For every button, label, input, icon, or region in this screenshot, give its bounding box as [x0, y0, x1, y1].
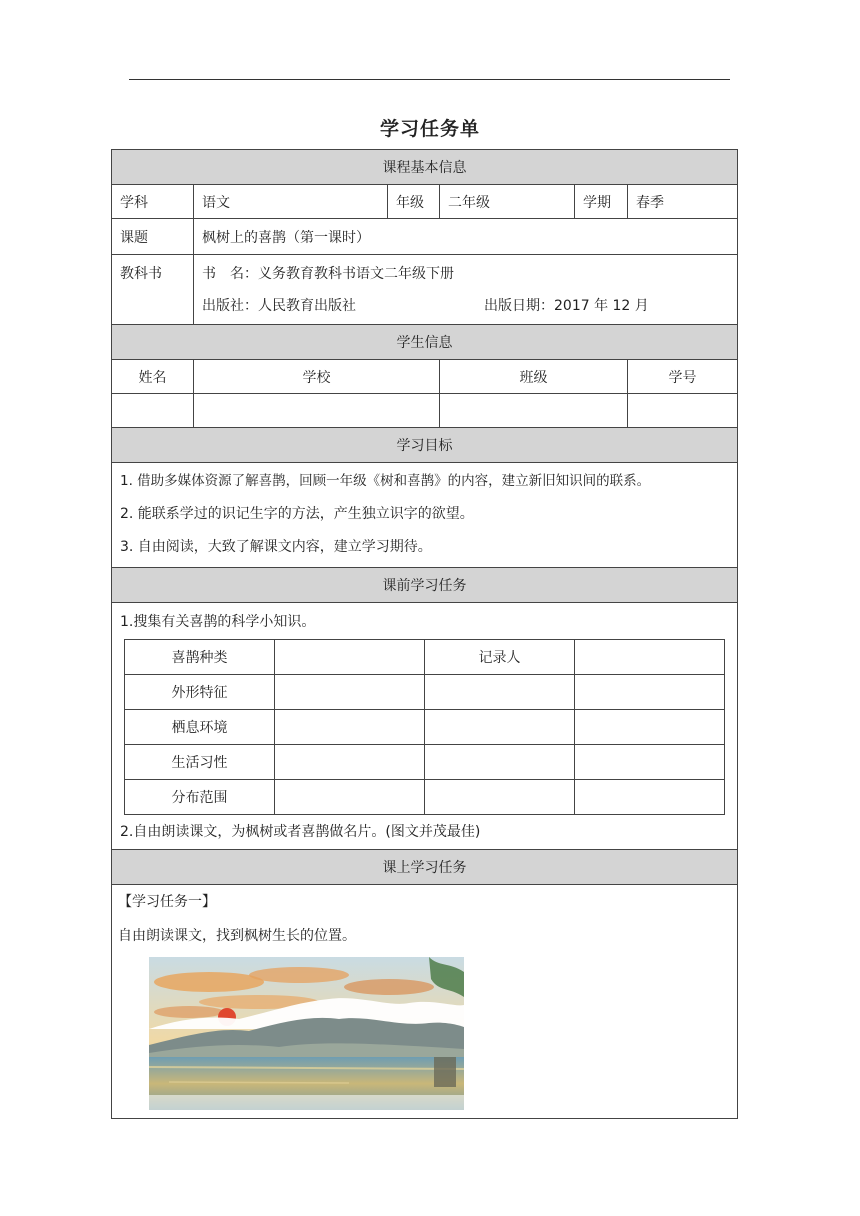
objective-item: 1. 借助多媒体资源了解喜鹊，回顾一年级《树和喜鹊》的内容，建立新旧知识间的联系。 — [120, 473, 651, 489]
student-class-header: 班级 — [440, 360, 628, 394]
recorder-label: 记录人 — [425, 640, 575, 675]
maple-landscape-illustration — [149, 957, 464, 1110]
section-objectives: 学习目标 — [112, 428, 738, 463]
facts-cell[interactable] — [275, 675, 425, 710]
in-class-tasks — [112, 885, 738, 1119]
topic-value: 枫树上的喜鹊（第一课时） — [194, 219, 738, 255]
facts-cell[interactable] — [575, 745, 725, 780]
objective-item: 2. 能联系学过的识记生字的方法，产生独立识字的欲望。 — [120, 506, 474, 522]
page-title: 学习任务单 — [379, 118, 480, 140]
task-one-heading: 【学习任务一】 — [118, 894, 216, 910]
facts-cell[interactable] — [425, 780, 575, 815]
row-label-appearance: 外形特征 — [125, 675, 275, 710]
objective-item: 3. 自由阅读，大致了解课文内容，建立学习期待。 — [120, 539, 432, 555]
section-pre-class: 课前学习任务 — [112, 568, 738, 603]
section-course-info: 课程基本信息 — [112, 150, 738, 185]
section-in-class: 课上学习任务 — [112, 850, 738, 885]
student-name-header: 姓名 — [112, 360, 194, 394]
term-label: 学期 — [575, 185, 628, 219]
row-label-distribution: 分布范围 — [125, 780, 275, 815]
facts-cell[interactable] — [275, 640, 425, 675]
subject-value: 语文 — [194, 185, 388, 219]
grade-value: 二年级 — [440, 185, 575, 219]
task-sheet-table — [111, 149, 738, 1119]
facts-cell[interactable] — [425, 675, 575, 710]
facts-cell[interactable] — [575, 780, 725, 815]
student-id-field[interactable] — [628, 394, 738, 428]
facts-cell[interactable] — [575, 710, 725, 745]
student-id-header: 学号 — [628, 360, 738, 394]
magpie-facts-table — [124, 639, 725, 815]
facts-cell[interactable] — [425, 710, 575, 745]
student-class-field[interactable] — [440, 394, 628, 428]
topic-label: 课题 — [112, 219, 194, 255]
student-school-field[interactable] — [194, 394, 440, 428]
row-label-species: 喜鹊种类 — [125, 640, 275, 675]
row-label-habitat: 栖息环境 — [125, 710, 275, 745]
facts-cell[interactable] — [575, 675, 725, 710]
facts-cell[interactable] — [275, 710, 425, 745]
pre-task-item-1: 1.搜集有关喜鹊的科学小知识。 — [120, 614, 316, 630]
textbook-label: 教科书 — [112, 255, 194, 325]
facts-cell[interactable] — [425, 745, 575, 780]
publisher: 出版社：人民教育出版社 — [202, 298, 356, 314]
section-student-info: 学生信息 — [112, 325, 738, 360]
facts-cell[interactable] — [275, 780, 425, 815]
pre-task-item-2: 2.自由朗读课文，为枫树或者喜鹊做名片。(图文并茂最佳) — [120, 824, 481, 840]
row-label-habits: 生活习性 — [125, 745, 275, 780]
recorder-field[interactable] — [575, 640, 725, 675]
subject-label: 学科 — [112, 185, 194, 219]
student-name-field[interactable] — [112, 394, 194, 428]
publication-date: 出版日期：2017 年 12 月 — [484, 298, 649, 314]
textbook-info — [194, 255, 738, 325]
term-value: 春季 — [628, 185, 738, 219]
facts-cell[interactable] — [275, 745, 425, 780]
grade-label: 年级 — [388, 185, 440, 219]
task-one-instruction: 自由朗读课文，找到枫树生长的位置。 — [118, 928, 356, 944]
pre-class-tasks — [112, 603, 738, 850]
header-rule — [129, 79, 730, 80]
book-name: 书 名：义务教育教科书语文二年级下册 — [202, 266, 454, 282]
student-school-header: 学校 — [194, 360, 440, 394]
publication-line — [202, 295, 729, 315]
objectives-list — [112, 463, 738, 568]
